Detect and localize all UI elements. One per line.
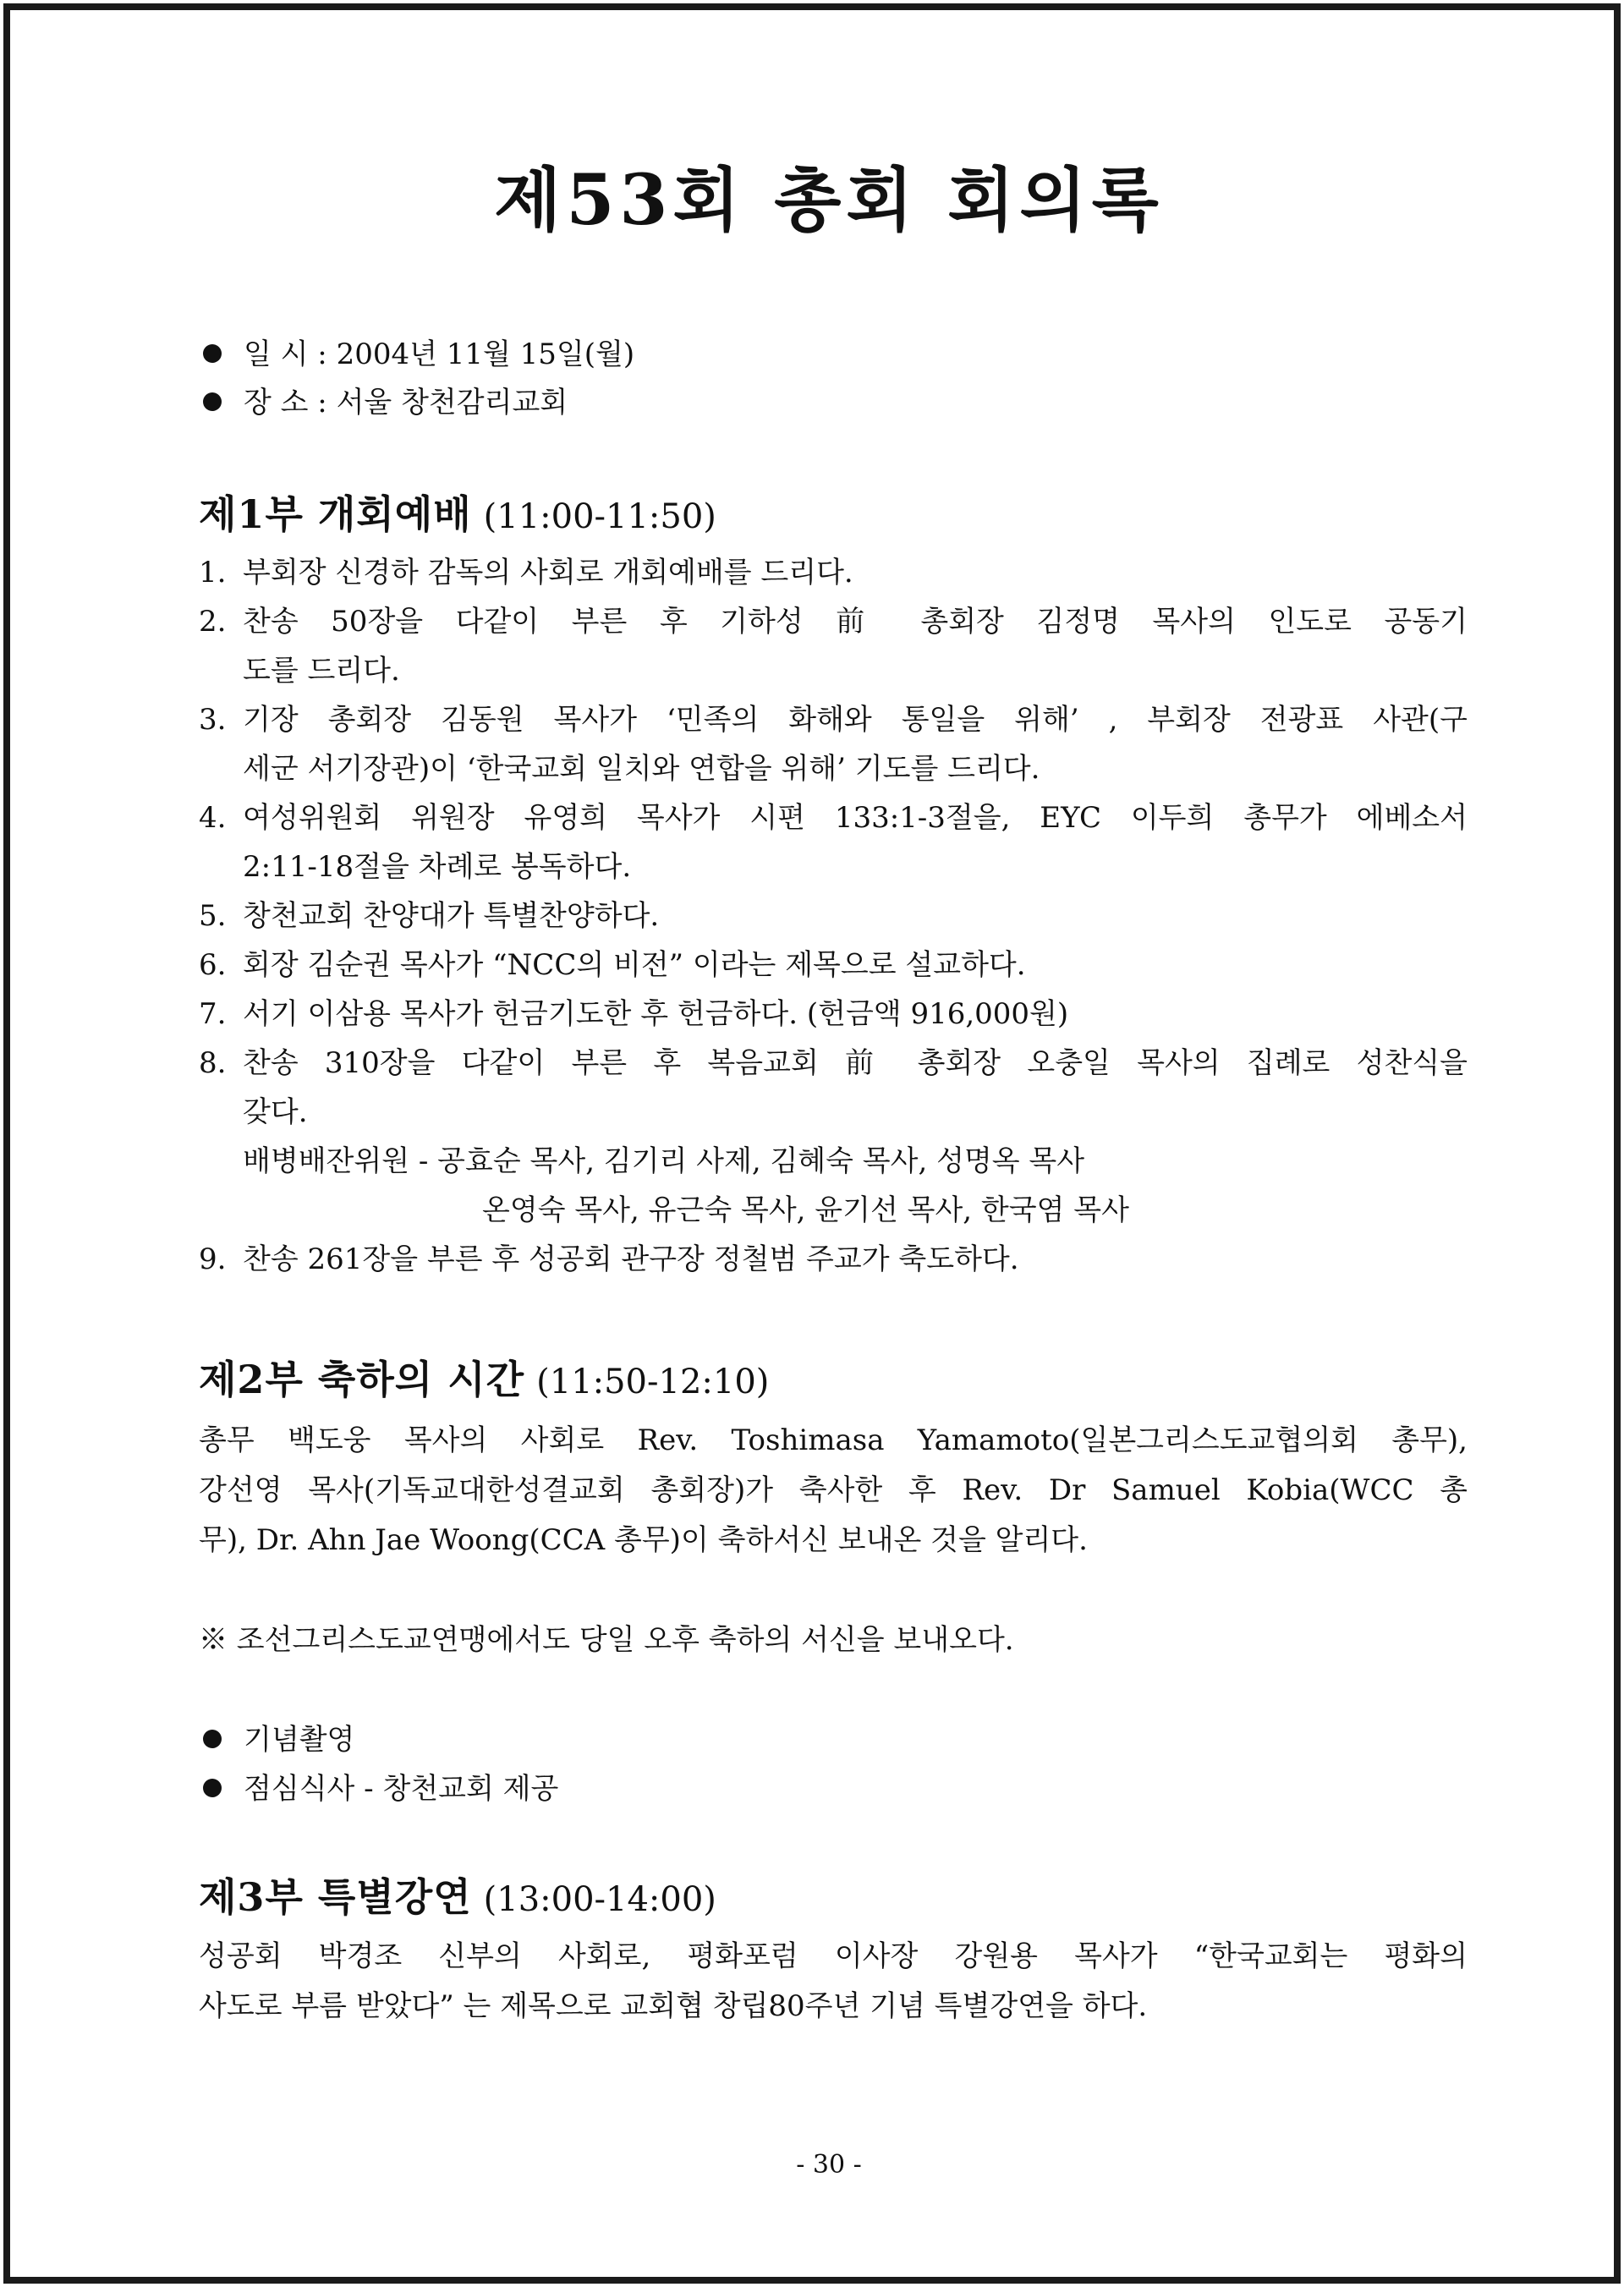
- part2-line-3: 무), Dr. Ahn Jae Woong(CCA 총무)이 축하서신 보내온 것을 알리다.: [199, 1523, 1088, 1557]
- item-text: 찬송 310장을 다같이 부른 후 복음교회 前 총회장 오충일 목사의 집례로 성찬식을: [243, 1046, 1468, 1080]
- page-title: 제53회 총회 회의록: [494, 160, 1164, 241]
- list-item-cont: 세군 서기장관)이 ‘한국교회 일치와 연합을 위해’ 기도를 드리다.: [243, 752, 1040, 786]
- item-text: 서기 이삼용 목사가 헌금기도한 후 헌금하다. (헌금액 916,000원): [243, 997, 1069, 1031]
- part2-line-2: 강선영 목사(기독교대한성결교회 총회장)가 축사한 후 Rev. Dr Samuel Kobia(WCC 총: [199, 1473, 1468, 1507]
- item-text: 부회장 신경하 감독의 사회로 개회예배를 드리다.: [243, 556, 853, 590]
- servers-line-2: 온영숙 목사, 유근숙 목사, 윤기선 목사, 한국염 목사: [482, 1193, 1129, 1227]
- list-item-cont: 갖다.: [243, 1095, 308, 1129]
- item-number: 6.: [199, 948, 227, 982]
- item-text: 창천교회 찬양대가 특별찬양하다.: [243, 899, 660, 933]
- item-text: 회장 김순권 목사가 “NCC의 비전” 이라는 제목으로 설교하다.: [243, 948, 1026, 982]
- list-item: [199, 948, 1026, 982]
- item-number: 3.: [199, 703, 227, 737]
- part2-title: 제2부 축하의 시간: [199, 1357, 525, 1402]
- part2-line-1: 총무 백도웅 목사의 사회로 Rev. Toshimasa Yamamoto(일본그리스도교협의회 총무),: [199, 1423, 1468, 1457]
- list-item: [199, 556, 853, 590]
- part1-time: (11:00-11:50): [483, 497, 716, 536]
- list-item: [199, 997, 1069, 1031]
- info-date-value: 2004년 11월 15일(월): [336, 337, 635, 371]
- part3-line-1: 성공회 박경조 신부의 사회로, 평화포럼 이사장 강원용 목사가 “한국교회는 평화의: [199, 1939, 1468, 1973]
- list-item: [199, 1046, 1468, 1080]
- bullet-icon: [203, 1779, 222, 1797]
- list-item: [199, 605, 1468, 639]
- info-place-label: 장 소: [244, 386, 309, 420]
- part2-note: ※ 조선그리스도교연맹에서도 당일 오후 축하의 서신을 보내오다.: [199, 1623, 1014, 1657]
- item-text: 기장 총회장 김동원 목사가 ‘민족의 화해와 통일을 위해’ , 부회장 전광표 사관(구: [243, 703, 1468, 737]
- item-text: 찬송 50장을 다같이 부른 후 기하성 前 총회장 김정명 목사의 인도로 공동기: [243, 605, 1468, 639]
- list-item: [199, 1242, 1019, 1276]
- item-number: 7.: [199, 997, 227, 1031]
- info-place-value: 서울 창천감리교회: [336, 386, 568, 420]
- part3-heading: [199, 1874, 716, 1920]
- item-number: 2.: [199, 605, 227, 639]
- bullet-icon: [203, 392, 222, 411]
- item-number: 1.: [199, 556, 227, 590]
- part1-title: 제1부 개회예배: [199, 491, 472, 537]
- item-number: 4.: [199, 801, 227, 835]
- servers-line-1: 배병배잔위원 - 공효순 목사, 김기리 사제, 김혜숙 목사, 성명옥 목사: [243, 1144, 1085, 1178]
- item-number: 8.: [199, 1046, 227, 1080]
- item-text: 찬송 261장을 부른 후 성공회 관구장 정철범 주교가 축도하다.: [243, 1242, 1019, 1276]
- list-item-cont: 2:11-18절을 차례로 봉독하다.: [243, 850, 632, 884]
- item-text: 여성위원회 위원장 유영희 목사가 시편 133:1-3절을, EYC 이두희 총무가 에베소서: [243, 801, 1468, 835]
- item-number: 9.: [199, 1242, 227, 1276]
- bullet-photo: [203, 1723, 355, 1757]
- info-date-label: 일 시: [244, 337, 309, 371]
- info-date: 일 시 : 2004년 11월 15일(월): [203, 340, 634, 369]
- part2-heading: [199, 1357, 770, 1402]
- part3-line-2: 사도로 부름 받았다” 는 제목으로 교회협 창립80주년 기념 특별강연을 하다.: [199, 1989, 1148, 2023]
- list-item: [199, 899, 660, 933]
- list-item: [199, 703, 1468, 737]
- list-item-cont: 도를 드리다.: [243, 654, 400, 688]
- part3-time: (13:00-14:00): [483, 1880, 716, 1919]
- bullet-text: 점심식사 - 창천교회 제공: [244, 1772, 559, 1806]
- bullet-lunch: [203, 1772, 559, 1806]
- page-number: - 30 -: [796, 2150, 862, 2180]
- info-place: 장 소 : 서울 창천감리교회: [203, 388, 568, 417]
- bullet-icon: [203, 1730, 222, 1748]
- item-number: 5.: [199, 899, 227, 933]
- bullet-icon: [203, 344, 222, 363]
- list-item: [199, 801, 1468, 835]
- part1-heading: [199, 491, 716, 537]
- bullet-text: 기념촬영: [244, 1723, 355, 1757]
- part3-title: 제3부 특별강연: [199, 1874, 472, 1920]
- part2-time: (11:50-12:10): [536, 1363, 770, 1401]
